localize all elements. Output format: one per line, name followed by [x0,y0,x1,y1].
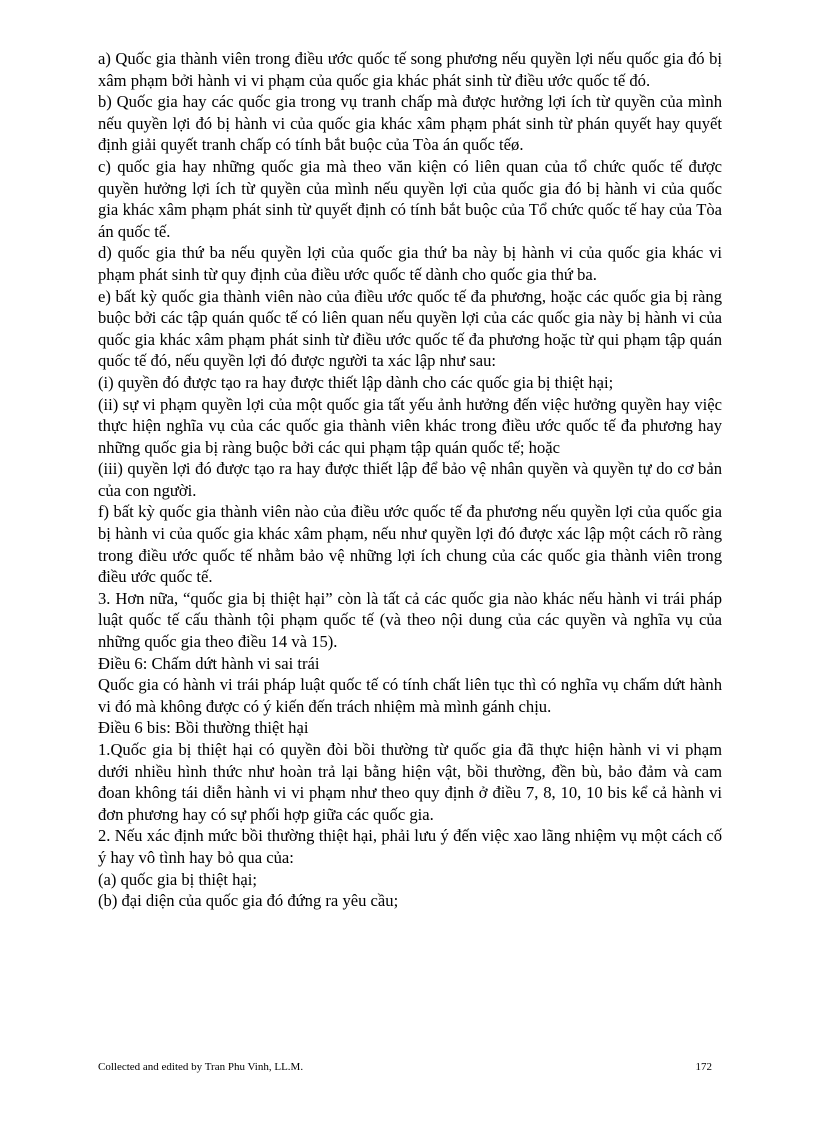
paragraph-e: e) bất kỳ quốc gia thành viên nào của điều ước quốc tế đa phương, hoặc các quốc gia bị ràng buộc bởi các tập quán quốc tế có liên quan nếu quyền lợi của các quốc gia này bị hành vi của quốc gia khác xâm phạm phát sinh từ điều ước quốc tế đa phương hoặc từ qui phạm tập quán quốc tế đó, nếu quyền lợi đó được người ta xác lập như sau: [98,286,722,371]
page-footer [98,1061,722,1077]
article-6bis-clause-2: 2. Nếu xác định mức bồi thường thiệt hại, phải lưu ý đến việc xao lãng nhiệm vụ một cách cố ý hay vô tình hay bỏ qua của: [98,826,722,867]
paragraph-e-ii: (ii) sự vi phạm quyền lợi của một quốc gia tất yếu ảnh hưởng đến việc hưởng quyền hay việc thực hiện nghĩa vụ của các quốc gia thành viên khác trong điều ước quốc tế đa phương hay những quốc gia bị ràng buộc bởi các qui phạm tập quán quốc tế; hoặc [98,394,722,457]
page-number: 172 [695,1061,712,1073]
paragraph-a: a) Quốc gia thành viên trong điều ước quốc tế song phương nếu quyền lợi nếu quốc gia đó bị xâm phạm bởi hành vi vi phạm của quốc gia khác phát sinh từ điều ước quốc tế đó. [98,49,722,90]
paragraph-e-iii: (iii) quyền lợi đó được tạo ra hay được thiết lập để bảo vệ nhân quyền và quyền tự do cơ bản của con người. [98,459,722,500]
article-6bis-clause-1: 1.Quốc gia bị thiệt hại có quyền đòi bồi thường từ quốc gia đã thực hiện hành vi vi phạm dưới nhiều hình thức như hoàn trả lại bằng hiện vật, bồi thường, đền bù, bảo đảm và cam đoan không tái diễn hành vi vi phạm như theo quy định ở điều 7, 8, 10, 10 bis kể cả hành vi đơn phương hay có sự phối hợp giữa các quốc gia. [98,740,722,824]
paragraph-c: c) quốc gia hay những quốc gia mà theo văn kiện có liên quan của tổ chức quốc tế được quyền hưởng lợi ích từ quyền của mình nếu quyền lợi của quốc gia đó bị hành vi của quốc gia khác xâm phạm phát sinh từ quyết định có tính bắt buộc của Tổ chức quốc tế hay của Tòa án quốc tế. [98,156,722,241]
article-6-body: Quốc gia có hành vi trái pháp luật quốc tế có tính chất liên tục thì có nghĩa vụ chấm dứt hành vi đó mà không được có ý kiến đến trách nhiệm mà mình gánh chịu. [98,675,722,716]
clause-2-item-a: (a) quốc gia bị thiệt hại; [98,869,257,889]
clause-2-item-b: (b) đại diện của quốc gia đó đứng ra yêu cầu; [98,891,399,911]
paragraph-3: 3. Hơn nữa, “quốc gia bị thiệt hại” còn là tất cả các quốc gia nào khác nếu hành vi trái pháp luật quốc tế cấu thành tội phạm quốc tế (và theo nội dung của các quyền và nghĩa vụ của những quốc gia theo điều 14 và 15). [98,588,722,652]
article-6bis-heading: Điều 6 bis: Bồi thường thiệt hại [98,718,309,738]
paragraph-e-i: (i) quyền đó được tạo ra hay được thiết lập dành cho các quốc gia bị thiệt hại; [98,372,614,392]
paragraph-f: f) bất kỳ quốc gia thành viên nào của điều ước quốc tế đa phương nếu quyền lợi của quốc gia bị hành vi của quốc gia khác xâm phạm, nếu như quyền lợi đó được xác lập một cách rõ ràng trong điều ước quốc tế nhằm bảo vệ những lợi ích chung của các quốc gia thành viên trong điều ước quốc tế. [98,502,722,587]
paragraph-d: d) quốc gia thứ ba nếu quyền lợi của quốc gia thứ ba này bị hành vi của quốc gia khác vi phạm phát sinh từ quy định của điều ước quốc tế dành cho quốc gia thứ ba. [98,243,722,284]
article-6-heading: Điều 6: Chấm dứt hành vi sai trái [98,653,320,673]
footer-credit: Collected and edited by Tran Phu Vinh, LL.M. [98,1061,304,1073]
page-body [98,48,722,912]
paragraph-b: b) Quốc gia hay các quốc gia trong vụ tranh chấp mà được hưởng lợi ích từ quyền của mình nếu quyền lợi đó bị hành vi của quốc gia khác xâm phạm phát sinh từ phán quyết hay quyết định giải quyết tranh chấp có tính bắt buộc của Tòa án quốc tếø. [98,92,722,155]
